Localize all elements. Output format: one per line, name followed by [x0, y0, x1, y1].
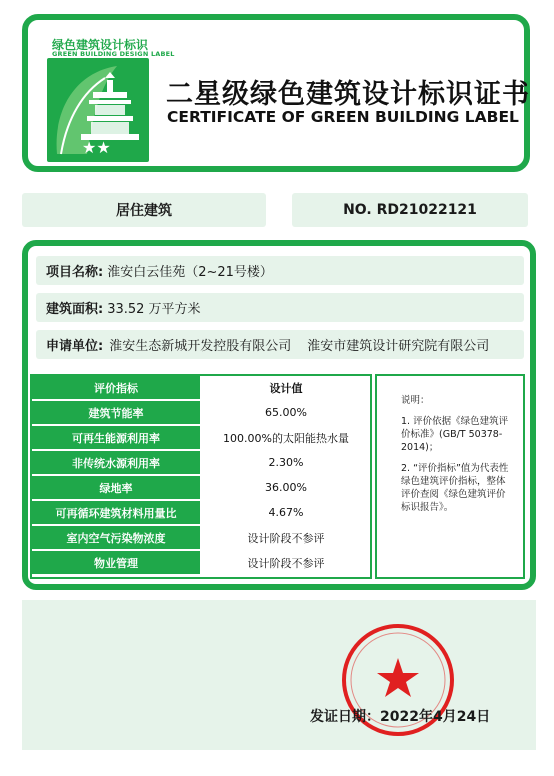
certificate-title-cn: 二星级绿色建筑设计标识证书 [166, 79, 530, 110]
applicant-label: 申请单位: [46, 339, 104, 354]
table-cell-value: 4.67% [201, 500, 371, 525]
table-header-value: 设计值 [201, 375, 371, 400]
applicant-value-2: 淮安市建筑设计研究院有限公司 [307, 339, 490, 354]
table-cell-value: 65.00% [201, 400, 371, 425]
table-cell-indicator: 可再循环建筑材料用量比 [31, 500, 201, 525]
table-cell-indicator: 绿地率 [31, 475, 201, 500]
logo-title: 绿色建筑设计标识 [52, 38, 149, 52]
notes-item-1: 1. 评价依据《绿色建筑评价标准》(GB/T 50378-2014)； [401, 416, 509, 453]
table-cell-value: 100.00%的太阳能热水量 [201, 425, 371, 450]
applicant-row [36, 330, 524, 359]
table-cell-value: 设计阶段不参评 [201, 550, 371, 575]
notes-item-2: 2. “评价指标”值为代表性绿色建筑评价指标，整体评价查阅《绿色建筑评价标识报告》。 [401, 463, 509, 513]
certificate-title-en: CERTIFICATE OF GREEN BUILDING LABEL [167, 108, 519, 126]
building-category-tag: 居住建筑 [22, 193, 266, 227]
applicant-value-1: 淮安生态新城开发控股有限公司 [109, 339, 292, 354]
project-name-label: 项目名称: [46, 265, 104, 280]
building-area-value: 33.52 万平方米 [107, 302, 201, 317]
project-name-row [36, 256, 524, 285]
notes-title: 说明： [401, 395, 430, 406]
table-cell-value: 2.30% [201, 450, 371, 475]
table-cell-value: 设计阶段不参评 [201, 525, 371, 550]
logo-subtitle: GREEN BUILDING DESIGN LABEL [52, 50, 175, 58]
notes-box [375, 374, 525, 579]
issue-area [22, 600, 536, 750]
certificate-number-tag: NO. RD21022121 [292, 193, 528, 227]
building-area-label: 建筑面积: [46, 302, 104, 317]
table-cell-indicator: 可再生能源利用率 [31, 425, 201, 450]
table-frame [30, 374, 372, 579]
project-name-value: 淮安白云佳苑（2~21号楼） [107, 265, 273, 280]
table-cell-value: 36.00% [201, 475, 371, 500]
table-cell-indicator: 非传统水源利用率 [31, 450, 201, 475]
table-cell-indicator: 室内空气污染物浓度 [31, 525, 201, 550]
building-area-row [36, 293, 524, 322]
issue-date: 发证日期：2022年4月24日 [310, 709, 491, 725]
table-cell-indicator: 建筑节能率 [31, 400, 201, 425]
table-header-indicator: 评价指标 [31, 375, 201, 400]
table-cell-indicator: 物业管理 [31, 550, 201, 575]
star-rating-icon: ★★ [82, 138, 111, 157]
